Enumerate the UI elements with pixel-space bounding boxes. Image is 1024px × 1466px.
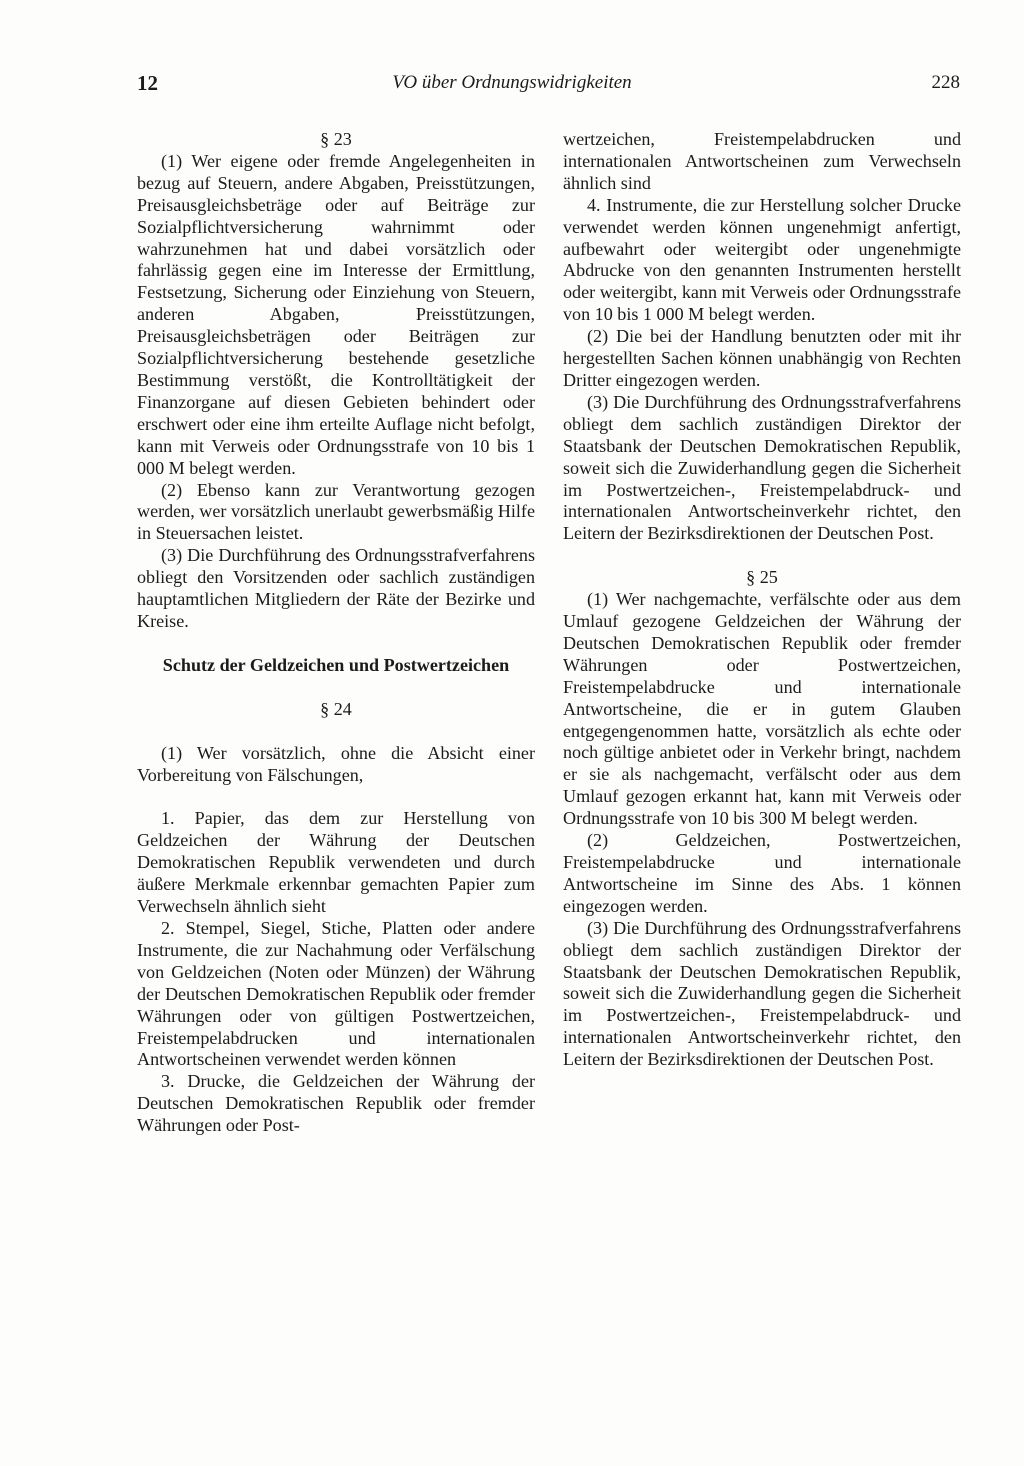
page-number-right: 228 (931, 72, 960, 93)
running-title: VO über Ordnungswidrigkeiten (392, 72, 632, 93)
section-24-item-1: 1. Papier, das dem zur Herstellung von Geldzeichen der Währung der Deutschen Demokratischen Republik verwendeten und durch äußere Merkmale erkennbar gemachten Papier zum Verwechseln ähnlich sieht (137, 808, 535, 917)
section-23-paragraph-3: (3) Die Durchführung des Ordnungsstrafverfahrens obliegt den Vorsitzenden oder sachlich zuständigen hauptamtlichen Mitgliedern der Räte der Bezirke und Kreise. (137, 545, 535, 631)
section-23-paragraph-1: (1) Wer eigene oder fremde Angelegenheiten in bezug auf Steuern, andere Abgaben, Preisstützungen, Preisausgleichsbeträge oder auf Beiträge zur Sozialpflichtversicherung wahrnimmt oder wahrzunehmen hat und dabei vorsätzlich oder fahrlässig gegen eine im Interesse der Ermittlung, Festsetzung, Sicherung oder Einziehung von Steuern, anderen Abgaben, Preisstützungen, Preisausgleichsbeträgen oder Beiträgen zur Sozialpflichtversicherung bestehende gesetzliche Bestimmung verstößt, die Kontrolltätigkeit der Finanzorgane auf diesen Gebieten behindert oder erschwert oder eine ihm erteilte Auflage nicht befolgt, kann mit Verweis oder Ordnungsstrafe von 10 bis 1 000 M belegt werden. (137, 150, 535, 478)
section-25-paragraph-1: (1) Wer nachgemachte, verfälschte oder aus dem Umlauf gezogene Geldzeichen der Währung der Deutschen Demokratischen Republik oder fremder Währungen oder Postwertzeichen, Freistempelabdrucke und internationale Antwortscheine, die er in gutem Glauben entgegengenommen hatte, vorsätzlich als echte oder noch gültige anbietet oder in Verkehr bringt, nachdem er sie als nachgemacht, verfälscht oder aus dem Umlauf gezogen erkannt hat, kann mit Verweis oder Ordnungsstrafe von 10 bis 300 M belegt werden. (563, 589, 961, 829)
left-column (137, 129, 535, 1137)
section-24-paragraph-3: (3) Die Durchführung des Ordnungsstrafverfahrens obliegt dem sachlich zuständigen Direktor der Staatsbank der Deutschen Demokratischen Republik, soweit sich die Zuwiderhandlung gegen die Sicherheit im Postwertzeichen-, Freistempelabdruck- und internationalen Antwortscheinverkehr richtet, den Leitern der Bezirksdirektionen der Deutschen Post. (563, 391, 961, 544)
subsection-heading: Schutz der Geldzeichen und Postwertzeichen (162, 654, 510, 675)
section-24-item-4: 4. Instrumente, die zur Herstellung solcher Drucke verwendet werden können ungenehmigt anfertigt, aufbewahrt oder weitergibt oder ungenehmigte Abdrucke von den genannten Instrumenten herstellt oder weitergibt, kann mit Verweis oder Ordnungsstrafe von 10 bis 1 000 M belegt werden. (563, 194, 961, 325)
section-24-paragraph-1: (1) Wer vorsätzlich, ohne die Absicht einer Vorbereitung von Fälschungen, (137, 742, 535, 785)
section-25-heading: § 25 (746, 567, 778, 588)
section-24-item-3: 3. Drucke, die Geldzeichen der Währung der Deutschen Demokratischen Republik oder fremder Währungen oder Post- (137, 1071, 535, 1136)
section-23-paragraph-2: (2) Ebenso kann zur Verantwortung gezogen werden, wer vorsätzlich unerlaubt gewerbsmäßig Hilfe in Steuersachen leistet. (137, 479, 535, 544)
section-25-paragraph-3: (3) Die Durchführung des Ordnungsstrafverfahrens obliegt dem sachlich zuständigen Direktor der Staatsbank der Deutschen Demokratischen Republik, soweit sich die Zuwiderhandlung gegen die Sicherheit im Postwertzeichen-, Freistempelabdruck- und internationalen Antwortscheinverkehr richtet, den Leitern der Bezirksdirektionen der Deutschen Post. (563, 917, 961, 1070)
right-column (563, 129, 961, 1071)
section-24-heading: § 24 (320, 698, 352, 719)
section-24-item-2: 2. Stempel, Siegel, Stiche, Platten oder andere Instrumente, die zur Nachahmung oder Verfälschung von Geldzeichen (Noten oder Münzen) der Währung der Deutschen Demokratischen Republik oder fremder Währungen oder von gültigen Postwertzeichen, Freistempelabdrucken und internationalen Antwortscheinen verwendet werden können (137, 918, 535, 1070)
section-23-heading: § 23 (320, 129, 352, 149)
section-24-item-3-continued: wertzeichen, Freistempelabdrucken und internationalen Antwortscheinen zum Verwechseln ähnlich sind (563, 129, 961, 193)
section-24-paragraph-2: (2) Die bei der Handlung benutzten oder mit ihr hergestellten Sachen können unabhängig von Rechten Dritter eingezogen werden. (563, 326, 961, 390)
section-25-paragraph-2: (2) Geldzeichen, Postwertzeichen, Freistempelabdrucke und internationale Antwortscheine im Sinne des Abs. 1 können eingezogen werden. (563, 830, 961, 916)
page-number-left: 12 (137, 71, 158, 95)
